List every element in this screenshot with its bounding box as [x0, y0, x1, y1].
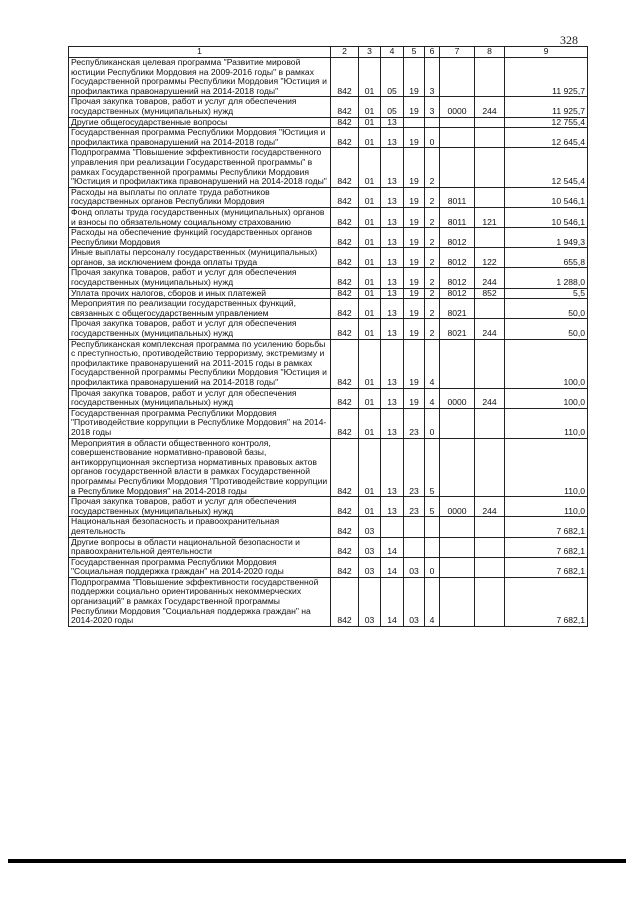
row-code: 01: [359, 319, 381, 339]
row-code: 842: [331, 497, 359, 517]
row-code: 03: [404, 557, 425, 577]
row-code: 3: [425, 97, 440, 117]
row-code: 01: [359, 128, 381, 148]
row-code: 5: [425, 438, 440, 497]
row-code: 13: [381, 388, 404, 408]
column-header: 3: [359, 47, 381, 58]
row-code: [404, 117, 425, 128]
row-code: 842: [331, 58, 359, 97]
row-code: 19: [404, 299, 425, 319]
row-code: 2: [425, 187, 440, 207]
row-code: 244: [475, 497, 505, 517]
row-code: 19: [404, 388, 425, 408]
row-description: Республиканская целевая программа "Развитие мировой юстиции Республики Мордовия на 2009-2016 годы" в рамках Государственной программы Республики Мордовия "Юстиция и профилактика правонарушений на 2014-2018 годы": [69, 58, 331, 97]
row-code: 4: [425, 339, 440, 388]
row-code: 13: [381, 408, 404, 438]
column-header: 6: [425, 47, 440, 58]
table-row: [69, 128, 588, 148]
row-code: [475, 339, 505, 388]
row-code: [475, 58, 505, 97]
row-description: Иные выплаты персоналу государственных (муниципальных) органов, за исключением фонда оплаты труда: [69, 248, 331, 268]
row-code: 8012: [440, 228, 475, 248]
row-description: Государственная программа Республики Мордовия "Социальная поддержка граждан" на 2014-2020 годы: [69, 557, 331, 577]
row-code: 13: [381, 228, 404, 248]
row-code: 05: [381, 58, 404, 97]
row-code: [381, 517, 404, 537]
column-header: 4: [381, 47, 404, 58]
row-code: 0000: [440, 497, 475, 517]
table-row: [69, 537, 588, 557]
row-code: 01: [359, 408, 381, 438]
row-code: [425, 517, 440, 537]
row-amount: 655,8: [505, 248, 588, 268]
row-code: 3: [425, 58, 440, 97]
table-row: [69, 319, 588, 339]
row-description: Прочая закупка товаров, работ и услуг для обеспечения государственных (муниципальных) нужд: [69, 319, 331, 339]
row-code: 8012: [440, 268, 475, 288]
table-row: [69, 438, 588, 497]
row-code: 842: [331, 117, 359, 128]
table-row: [69, 557, 588, 577]
row-code: 03: [359, 557, 381, 577]
row-code: 01: [359, 388, 381, 408]
row-code: 19: [404, 288, 425, 299]
row-amount: 7 682,1: [505, 577, 588, 626]
row-code: 2: [425, 319, 440, 339]
row-code: 0: [425, 408, 440, 438]
table-row: [69, 299, 588, 319]
row-code: 23: [404, 438, 425, 497]
row-code: 03: [359, 537, 381, 557]
row-code: 01: [359, 497, 381, 517]
row-code: 842: [331, 319, 359, 339]
row-description: Прочая закупка товаров, работ и услуг для обеспечения государственных (муниципальных) нужд: [69, 497, 331, 517]
row-amount: 110,0: [505, 438, 588, 497]
row-code: 19: [404, 339, 425, 388]
row-description: Уплата прочих налогов, сборов и иных платежей: [69, 288, 331, 299]
table-row: [69, 339, 588, 388]
row-code: [475, 557, 505, 577]
row-amount: 7 682,1: [505, 537, 588, 557]
row-code: 01: [359, 58, 381, 97]
row-description: Мероприятия в области общественного контроля, совершенствование нормативно-правовой базы, антикоррупционная экспертиза нормативных правовых актов органов государственной власти в рамках Государственной программы Республики Мордовия "Противодействие коррупции в Республике Мордовия" на 2014-2018 годы: [69, 438, 331, 497]
row-code: 19: [404, 58, 425, 97]
row-amount: 50,0: [505, 319, 588, 339]
table-row: [69, 187, 588, 207]
row-code: 2: [425, 148, 440, 187]
row-code: 842: [331, 537, 359, 557]
row-code: 0000: [440, 97, 475, 117]
row-code: 244: [475, 388, 505, 408]
row-code: 842: [331, 388, 359, 408]
row-code: 842: [331, 557, 359, 577]
table-row: [69, 207, 588, 227]
table-row: [69, 408, 588, 438]
row-code: [440, 408, 475, 438]
row-code: 14: [381, 577, 404, 626]
row-code: [440, 117, 475, 128]
row-code: 8011: [440, 207, 475, 227]
column-header: 5: [404, 47, 425, 58]
row-code: 121: [475, 207, 505, 227]
row-amount: 7 682,1: [505, 557, 588, 577]
row-code: 842: [331, 207, 359, 227]
row-code: [475, 148, 505, 187]
row-amount: 1 949,3: [505, 228, 588, 248]
row-amount: 7 682,1: [505, 517, 588, 537]
row-code: 2: [425, 288, 440, 299]
row-description: Расходы на выплаты по оплате труда работников государственных органов Республики Мордовия: [69, 187, 331, 207]
table-row: [69, 148, 588, 187]
table-row: [69, 117, 588, 128]
row-code: 842: [331, 97, 359, 117]
row-code: 13: [381, 288, 404, 299]
row-code: 01: [359, 187, 381, 207]
row-code: 2: [425, 248, 440, 268]
row-code: 13: [381, 248, 404, 268]
row-code: 19: [404, 97, 425, 117]
row-description: Другие общегосударственные вопросы: [69, 117, 331, 128]
table-row: [69, 497, 588, 517]
table-row: [69, 517, 588, 537]
row-code: [475, 187, 505, 207]
row-code: 0: [425, 128, 440, 148]
row-code: 842: [331, 577, 359, 626]
row-code: 842: [331, 187, 359, 207]
row-description: Прочая закупка товаров, работ и услуг для обеспечения государственных (муниципальных) нужд: [69, 268, 331, 288]
row-description: Подпрограмма "Повышение эффективности государственной поддержки социально ориентированных некоммерческих организаций" в рамках Государственной программы Республики Мордовия "Социальная поддержка граждан" на 2014-2020 годы: [69, 577, 331, 626]
row-code: 8012: [440, 248, 475, 268]
row-code: [440, 517, 475, 537]
column-header: 7: [440, 47, 475, 58]
row-code: 19: [404, 128, 425, 148]
row-code: 842: [331, 517, 359, 537]
row-code: 19: [404, 228, 425, 248]
row-code: 13: [381, 148, 404, 187]
row-code: 19: [404, 248, 425, 268]
row-code: 13: [381, 128, 404, 148]
row-code: 19: [404, 148, 425, 187]
row-code: 0000: [440, 388, 475, 408]
row-code: [440, 339, 475, 388]
row-code: 5: [425, 497, 440, 517]
row-code: 13: [381, 438, 404, 497]
row-code: [475, 537, 505, 557]
row-code: 01: [359, 228, 381, 248]
row-code: 0: [425, 557, 440, 577]
row-code: 2: [425, 207, 440, 227]
row-code: 13: [381, 117, 404, 128]
row-code: 842: [331, 288, 359, 299]
row-amount: 11 925,7: [505, 97, 588, 117]
row-code: 13: [381, 319, 404, 339]
row-description: Государственная программа Республики Мордовия "Противодействие коррупции в Республике Мордовия" на 2014-2018 годы: [69, 408, 331, 438]
row-amount: 100,0: [505, 339, 588, 388]
row-code: 244: [475, 319, 505, 339]
row-code: 19: [404, 319, 425, 339]
table-row: [69, 577, 588, 626]
row-code: 13: [381, 187, 404, 207]
row-code: 13: [381, 299, 404, 319]
row-code: [440, 148, 475, 187]
row-code: 13: [381, 497, 404, 517]
row-code: [440, 577, 475, 626]
row-amount: 1 288,0: [505, 268, 588, 288]
column-header: 9: [505, 47, 588, 58]
row-code: [475, 117, 505, 128]
row-code: 2: [425, 299, 440, 319]
row-code: 842: [331, 268, 359, 288]
row-code: 842: [331, 299, 359, 319]
row-code: 842: [331, 408, 359, 438]
table-row: [69, 288, 588, 299]
row-code: [440, 58, 475, 97]
row-code: [475, 438, 505, 497]
row-code: 842: [331, 248, 359, 268]
row-code: 8011: [440, 187, 475, 207]
row-code: 842: [331, 228, 359, 248]
row-code: 4: [425, 388, 440, 408]
row-code: 13: [381, 207, 404, 227]
bottom-rule: [8, 859, 626, 863]
row-amount: 110,0: [505, 497, 588, 517]
row-code: 01: [359, 339, 381, 388]
row-code: [404, 517, 425, 537]
row-code: 23: [404, 408, 425, 438]
row-code: 01: [359, 117, 381, 128]
row-code: 01: [359, 148, 381, 187]
row-code: 244: [475, 97, 505, 117]
table-row: [69, 228, 588, 248]
row-code: 01: [359, 438, 381, 497]
row-code: 01: [359, 288, 381, 299]
row-code: [475, 408, 505, 438]
table-row: [69, 58, 588, 97]
row-amount: 10 546,1: [505, 187, 588, 207]
row-code: 842: [331, 148, 359, 187]
row-code: 8012: [440, 288, 475, 299]
row-amount: 11 925,7: [505, 58, 588, 97]
row-code: [475, 517, 505, 537]
row-code: 8021: [440, 299, 475, 319]
row-code: 14: [381, 537, 404, 557]
row-description: Мероприятия по реализации государственных функций, связанных с общегосударственным управлением: [69, 299, 331, 319]
row-code: 2: [425, 228, 440, 248]
row-code: 2: [425, 268, 440, 288]
row-code: 01: [359, 268, 381, 288]
row-code: [475, 228, 505, 248]
row-code: [475, 299, 505, 319]
row-description: Республиканская комплексная программа по усилению борьбы с преступностью, противодействию терроризму, экстремизму и профилактике правонарушений на 2011-2015 годы в рамках Государственной программы Республики Мордовия "Юстиция и профилактика правонарушений на 2014-2018 годы": [69, 339, 331, 388]
row-amount: 12 755,4: [505, 117, 588, 128]
row-code: 4: [425, 577, 440, 626]
table-header-row: [69, 47, 588, 58]
row-code: [425, 537, 440, 557]
row-code: 03: [404, 577, 425, 626]
row-code: [475, 577, 505, 626]
column-header: 8: [475, 47, 505, 58]
row-code: 14: [381, 557, 404, 577]
row-description: Национальная безопасность и правоохранительная деятельность: [69, 517, 331, 537]
row-code: 13: [381, 268, 404, 288]
row-code: 01: [359, 248, 381, 268]
row-amount: 12 545,4: [505, 148, 588, 187]
page-number: 328: [560, 33, 578, 47]
row-code: 8021: [440, 319, 475, 339]
row-code: [404, 537, 425, 557]
row-code: 01: [359, 97, 381, 117]
row-description: Другие вопросы в области национальной безопасности и правоохранительной деятельности: [69, 537, 331, 557]
row-code: 842: [331, 128, 359, 148]
column-header: 2: [331, 47, 359, 58]
row-amount: 10 546,1: [505, 207, 588, 227]
row-code: 852: [475, 288, 505, 299]
column-header: 1: [69, 47, 331, 58]
row-code: 03: [359, 577, 381, 626]
row-code: 19: [404, 268, 425, 288]
table-row: [69, 97, 588, 117]
row-code: [440, 438, 475, 497]
row-amount: 110,0: [505, 408, 588, 438]
row-code: 244: [475, 268, 505, 288]
row-code: [440, 557, 475, 577]
row-code: [440, 537, 475, 557]
row-code: 19: [404, 207, 425, 227]
row-code: [440, 128, 475, 148]
row-code: 01: [359, 299, 381, 319]
table-row: [69, 388, 588, 408]
row-amount: 50,0: [505, 299, 588, 319]
table-row: [69, 268, 588, 288]
row-code: 23: [404, 497, 425, 517]
row-amount: 12 645,4: [505, 128, 588, 148]
row-code: 01: [359, 207, 381, 227]
row-code: 842: [331, 438, 359, 497]
row-code: [425, 117, 440, 128]
row-code: 122: [475, 248, 505, 268]
row-description: Прочая закупка товаров, работ и услуг для обеспечения государственных (муниципальных) нужд: [69, 388, 331, 408]
row-code: 05: [381, 97, 404, 117]
row-amount: 5,5: [505, 288, 588, 299]
table-row: [69, 248, 588, 268]
row-description: Прочая закупка товаров, работ и услуг для обеспечения государственных (муниципальных) нужд: [69, 97, 331, 117]
row-code: [475, 128, 505, 148]
row-code: 13: [381, 339, 404, 388]
row-code: 03: [359, 517, 381, 537]
row-description: Подпрограмма "Повышение эффективности государственного управления при реализации Государственной программы" в рамках Государственной программы Республики Мордовия "Юстиция и профилактика правонарушений на 2014-2018 годы": [69, 148, 331, 187]
row-code: 19: [404, 187, 425, 207]
row-code: 842: [331, 339, 359, 388]
row-description: Фонд оплаты труда государственных (муниципальных) органов и взносы по обязательному социальному страхованию: [69, 207, 331, 227]
row-description: Государственная программа Республики Мордовия "Юстиция и профилактика правонарушений на 2014-2018 годы": [69, 128, 331, 148]
row-description: Расходы на обеспечение функций государственных органов Республики Мордовия: [69, 228, 331, 248]
row-amount: 100,0: [505, 388, 588, 408]
budget-table: [68, 46, 588, 627]
